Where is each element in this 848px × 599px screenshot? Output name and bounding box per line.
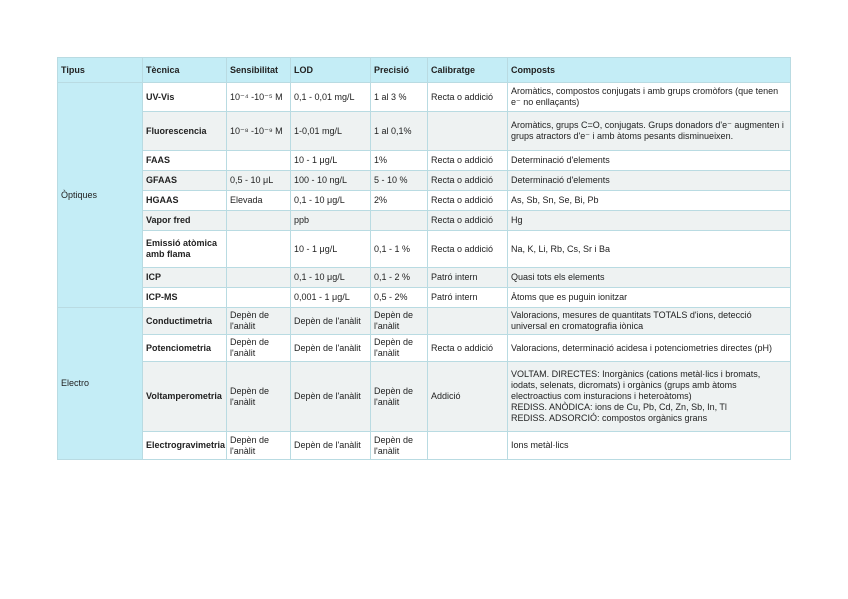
sensitivity-cell: 10⁻⁸ -10⁻⁹ M	[227, 112, 291, 151]
table-row	[58, 211, 791, 231]
precision-cell: 2%	[371, 191, 428, 211]
compounds-cell: Valoracions, mesures de quantitats TOTALS d'ions, detecció universal en cromatografia iònica	[508, 308, 791, 335]
sensitivity-cell: Depèn de l'anàlit	[227, 432, 291, 460]
sensitivity-cell	[227, 231, 291, 268]
compounds-cell: Àtoms que es puguin ionitzar	[508, 288, 791, 308]
lod-cell: Depèn de l'anàlit	[291, 335, 371, 362]
calibration-cell: Recta o addició	[428, 83, 508, 112]
technique-cell: Emissió atòmica amb flama	[143, 231, 227, 268]
header-tipus: Tipus	[58, 58, 143, 83]
table-row	[58, 151, 791, 171]
sensitivity-cell	[227, 211, 291, 231]
group-cell: Òptiques	[58, 83, 143, 308]
sensitivity-cell	[227, 151, 291, 171]
sensitivity-cell	[227, 268, 291, 288]
calibration-cell: Recta o addició	[428, 191, 508, 211]
header-lod: LOD	[291, 58, 371, 83]
table-row	[58, 171, 791, 191]
technique-cell: Potenciometria	[143, 335, 227, 362]
calibration-cell: Patró intern	[428, 268, 508, 288]
table-row	[58, 191, 791, 211]
precision-cell: 0,5 - 2%	[371, 288, 428, 308]
lod-cell: 0,1 - 0,01 mg/L	[291, 83, 371, 112]
sensitivity-cell: 0,5 - 10 μL	[227, 171, 291, 191]
lod-cell: 0,1 - 10 μg/L	[291, 191, 371, 211]
technique-cell: Vapor fred	[143, 211, 227, 231]
lod-cell: Depèn de l'anàlit	[291, 432, 371, 460]
calibration-cell	[428, 308, 508, 335]
precision-cell: 0,1 - 2 %	[371, 268, 428, 288]
lod-cell: 1-0,01 mg/L	[291, 112, 371, 151]
compounds-cell: Na, K, Li, Rb, Cs, Sr i Ba	[508, 231, 791, 268]
table-row	[58, 362, 791, 432]
table-row	[58, 335, 791, 362]
calibration-cell: Recta o addició	[428, 211, 508, 231]
sensitivity-cell: Elevada	[227, 191, 291, 211]
table-row	[58, 231, 791, 268]
sensitivity-cell: Depèn de l'anàlit	[227, 335, 291, 362]
lod-cell: 10 - 1 μg/L	[291, 231, 371, 268]
compounds-cell: As, Sb, Sn, Se, Bi, Pb	[508, 191, 791, 211]
precision-cell: Depèn de l'anàlit	[371, 432, 428, 460]
technique-cell: GFAAS	[143, 171, 227, 191]
lod-cell: Depèn de l'anàlit	[291, 362, 371, 432]
technique-cell: Voltamperometria	[143, 362, 227, 432]
compounds-cell: Hg	[508, 211, 791, 231]
table-row	[58, 288, 791, 308]
table-row	[58, 112, 791, 151]
calibration-cell: Patró intern	[428, 288, 508, 308]
table-row	[58, 268, 791, 288]
sensitivity-cell: Depèn de l'anàlit	[227, 308, 291, 335]
compounds-cell: Aromàtics, grups C=O, conjugats. Grups donadors d'e⁻ augmenten i grups atractors d'e⁻ i amb àtoms pesants disminueixen.	[508, 112, 791, 151]
lod-cell: 0,1 - 10 μg/L	[291, 268, 371, 288]
technique-cell: Electrogravimetria	[143, 432, 227, 460]
techniques-table	[57, 57, 791, 460]
header-precisio: Precisió	[371, 58, 428, 83]
technique-cell: ICP-MS	[143, 288, 227, 308]
lod-cell: 100 - 10 ng/L	[291, 171, 371, 191]
table-header	[58, 58, 791, 83]
lod-cell: 0,001 - 1 μg/L	[291, 288, 371, 308]
precision-cell: Depèn de l'anàlit	[371, 308, 428, 335]
precision-cell: 5 - 10 %	[371, 171, 428, 191]
calibration-cell: Addició	[428, 362, 508, 432]
header-sensibilitat: Sensibilitat	[227, 58, 291, 83]
table-body	[58, 83, 791, 460]
technique-cell: FAAS	[143, 151, 227, 171]
technique-cell: Fluorescencia	[143, 112, 227, 151]
calibration-cell: Recta o addició	[428, 151, 508, 171]
compounds-cell: Determinació d'elements	[508, 171, 791, 191]
header-tecnica: Tècnica	[143, 58, 227, 83]
technique-cell: Conductimetria	[143, 308, 227, 335]
calibration-cell: Recta o addició	[428, 335, 508, 362]
technique-cell: ICP	[143, 268, 227, 288]
lod-cell: Depèn de l'anàlit	[291, 308, 371, 335]
compounds-cell: VOLTAM. DIRECTES: Inorgànics (cations metàl·lics i bromats, iodats, selenats, dicromats) i orgànics (grups amb àtoms electroactius com insturacions i heteroàtoms) REDISS. ANÒDICA: ions de Cu, Pb, Cd, Zn, Sb, In, Tl REDISS. ADSORCIÓ: compostos orgànics grans	[508, 362, 791, 432]
precision-cell	[371, 211, 428, 231]
sensitivity-cell: Depèn de l'anàlit	[227, 362, 291, 432]
lod-cell: 10 - 1 μg/L	[291, 151, 371, 171]
calibration-cell: Recta o addició	[428, 171, 508, 191]
calibration-cell	[428, 432, 508, 460]
precision-cell: Depèn de l'anàlit	[371, 335, 428, 362]
technique-cell: HGAAS	[143, 191, 227, 211]
compounds-cell: Valoracions, determinació acidesa i potenciometries directes (pH)	[508, 335, 791, 362]
compounds-cell: Ions metàl·lics	[508, 432, 791, 460]
precision-cell: 0,1 - 1 %	[371, 231, 428, 268]
precision-cell: 1 al 3 %	[371, 83, 428, 112]
table-row	[58, 83, 791, 112]
technique-cell: UV-Vis	[143, 83, 227, 112]
table-row	[58, 308, 791, 335]
sensitivity-cell: 10⁻⁴ -10⁻⁵ M	[227, 83, 291, 112]
precision-cell: 1 al 0,1%	[371, 112, 428, 151]
sensitivity-cell	[227, 288, 291, 308]
group-cell: Electro	[58, 308, 143, 460]
header-calibratge: Calibratge	[428, 58, 508, 83]
header-composts: Composts	[508, 58, 791, 83]
compounds-cell: Quasi tots els elements	[508, 268, 791, 288]
compounds-cell: Determinació d'elements	[508, 151, 791, 171]
table-row	[58, 432, 791, 460]
precision-cell: Depèn de l'anàlit	[371, 362, 428, 432]
lod-cell: ppb	[291, 211, 371, 231]
compounds-cell: Aromàtics, compostos conjugats i amb grups cromòfors (que tenen e⁻ no enllaçants)	[508, 83, 791, 112]
precision-cell: 1%	[371, 151, 428, 171]
calibration-cell	[428, 112, 508, 151]
calibration-cell: Recta o addició	[428, 231, 508, 268]
